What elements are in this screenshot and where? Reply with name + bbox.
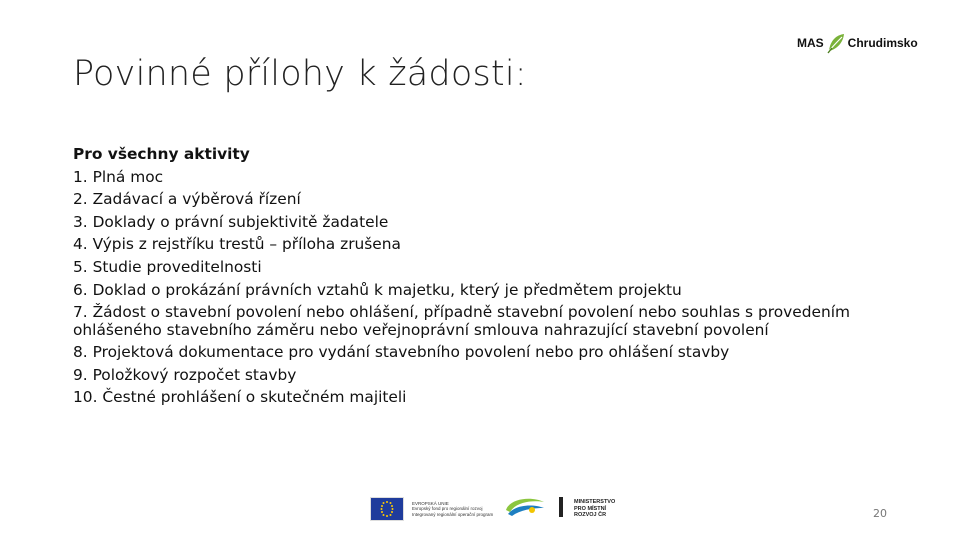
logo-text-right: Chrudimsko [847, 36, 918, 50]
leaf-icon [826, 32, 846, 54]
list-item: 3. Doklady o právní subjektivitě žadatele [73, 212, 389, 231]
slide-content [73, 143, 903, 409]
list-item: 2. Zadávací a výběrová řízení [73, 190, 301, 209]
ministry-emblem-icon [556, 496, 566, 523]
irop-logo-icon [502, 494, 548, 525]
logo-text-left: MAS [797, 36, 824, 50]
list-item: 6. Doklad o prokázání právních vztahů k majetku, který je předmětem projektu [73, 280, 682, 299]
slide-title: Povinné přílohy k žádosti: [73, 54, 527, 94]
list-item: 10. Čestné prohlášení o skutečném majiteli [73, 388, 407, 407]
list-item: 7. Žádost o stavební povolení nebo ohlášení, případně stavební povolení nebo souhlas s provedením ohlášeného stavebního záměru nebo veřejnoprávní smlouva nahrazující stavební povolení [73, 303, 850, 340]
content-heading: Pro všechny aktivity [73, 145, 250, 163]
ministry-text: MINISTERSTVO PRO MÍSTNÍ ROZVOJ ČR [574, 499, 616, 519]
eu-flag-icon [370, 497, 404, 521]
page-number: 20 [873, 507, 887, 520]
eu-funding-text: EVROPSKÁ UNIE Evropský fond pro regionální rozvoj Integrovaný regionální operační program [412, 500, 494, 517]
mas-chrudimsko-logo [797, 30, 918, 56]
footer-logos [370, 494, 615, 524]
list-item: 9. Položkový rozpočet stavby [73, 365, 297, 384]
list-item: 5. Studie proveditelnosti [73, 257, 262, 276]
list-item: 8. Projektová dokumentace pro vydání stavebního povolení nebo pro ohlášení stavby [73, 343, 730, 362]
list-item: 1. Plná moc [73, 167, 164, 186]
list-item: 4. Výpis z rejstříku trestů – příloha zrušena [73, 235, 401, 254]
